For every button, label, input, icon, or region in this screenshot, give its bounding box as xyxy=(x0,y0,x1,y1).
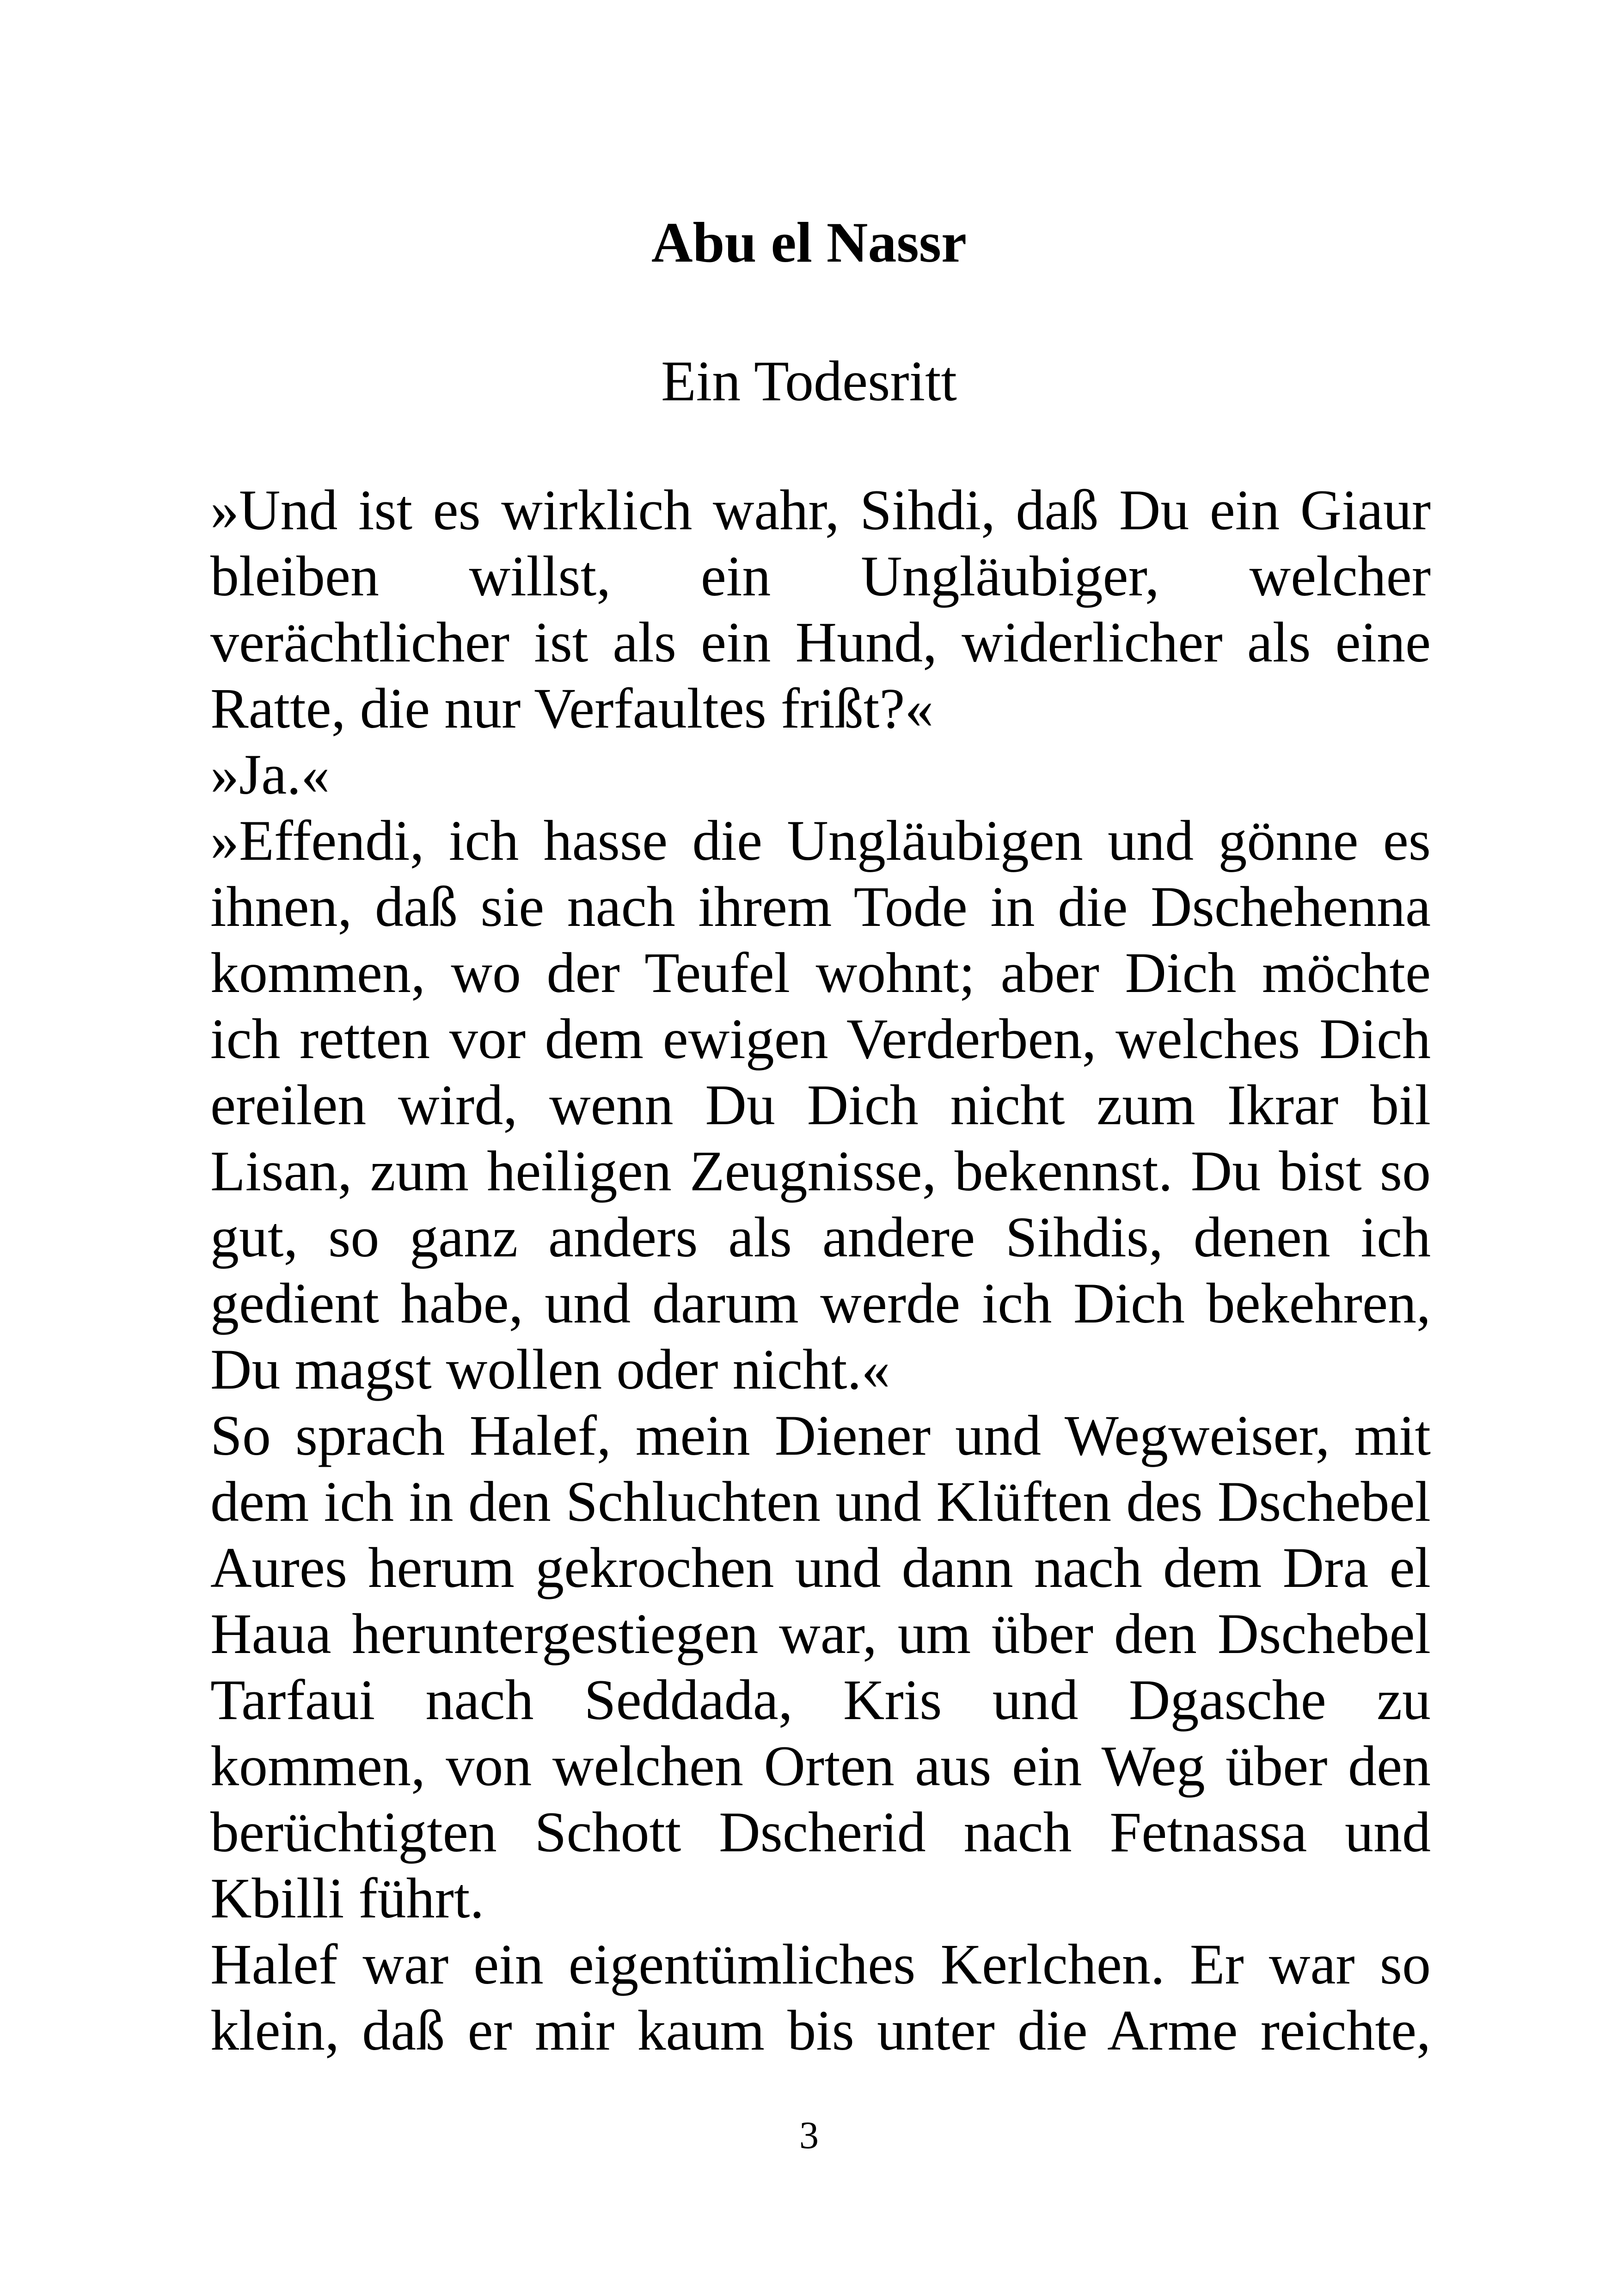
paragraph-5: Halef war ein eigentümliches Kerlchen. Er war so klein, daß er mir kaum bis unter die Arme reichte, xyxy=(210,1933,1431,2062)
chapter-subtitle: Ein Todesritt xyxy=(661,349,957,413)
paragraph-4: So sprach Halef, mein Diener und Wegweiser, mit dem ich in den Schluchten und Klüften des Dschebel Aures herum gekrochen und dann nach dem Dra el Haua heruntergestiegen war, um über den Dschebel Tarfaui nach Seddada, Kris und Dgasche zu kommen, von welchen Orten aus ein Weg über den berüchtigten Schott Dscherid nach Fetnassa und Kbilli führt. xyxy=(210,1404,1431,1930)
page-number: 3 xyxy=(799,2114,819,2157)
paragraph-1: »Und ist es wirklich wahr, Sihdi, daß Du ein Giaur bleiben willst, ein Ungläubiger, welcher verächtlicher ist als ein Hund, widerlicher als eine Ratte, die nur Verfaultes frißt?« xyxy=(210,478,1431,740)
paragraph-3: »Effendi, ich hasse die Ungläubigen und gönne es ihnen, daß sie nach ihrem Tode in die Dschehenna kommen, wo der Teufel wohnt; aber Dich möchte ich retten vor dem ewigen Verderben, welches Dich ereilen wird, wenn Du Dich nicht zum Ikrar bil Lisan, zum heiligen Zeugnisse, bekennst. Du bist so gut, so ganz anders als andere Sihdis, denen ich gedient habe, und darum werde ich Dich bekehren, Du magst wollen oder nicht.« xyxy=(210,809,1431,1401)
body-text xyxy=(210,477,1431,2063)
paragraph-2: »Ja.« xyxy=(210,743,330,806)
chapter-title: Abu el Nassr xyxy=(651,211,967,274)
